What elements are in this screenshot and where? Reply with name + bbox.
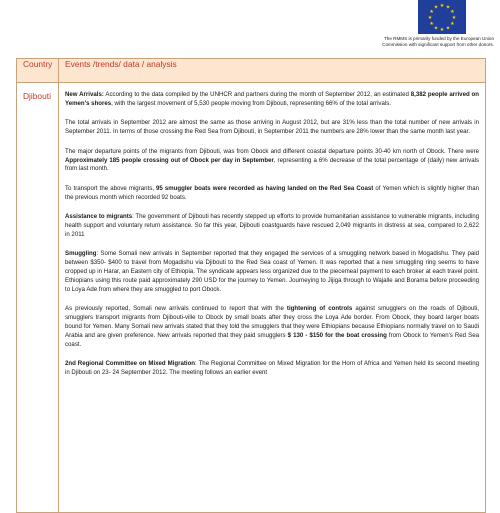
funding-line-1: The RMMS is primarily funded by the European Union [383,36,494,41]
svg-text:★: ★ [450,9,455,15]
highlight-text: 95 smuggler boats were recorded as having landed on the Red Sea Coast [156,184,374,192]
paragraph-new-arrivals [65,91,479,109]
text-span: , with the largest movement of 5,530 people moving from Djibouti, representing 66% of the total arrivals. [111,99,391,107]
section-lead: Assistance to migrants [65,213,133,221]
svg-text:★: ★ [433,25,439,32]
svg-text:★: ★ [445,25,451,32]
paragraph-assistance [65,213,479,240]
section-lead: 2nd Regional Committee on Mixed Migration [65,360,196,368]
svg-text:★: ★ [429,9,434,15]
text-span: According to the data compiled by the UNHCR and partners during the month of September 2012, an estimated [103,91,411,98]
country-cell: Djibouti [17,83,59,513]
highlight-text: tightening of controls [286,305,353,313]
events-column-header: Events /trends/ data / analysis [59,59,486,83]
svg-text:★: ★ [433,4,439,11]
svg-text:★: ★ [451,15,457,21]
paragraph-smuggler-boats [65,185,479,203]
svg-text:★: ★ [445,4,451,11]
section-lead: Smuggling [65,250,97,258]
paragraph-total-arrivals: The total arrivals in September 2012 are almost the same as those arriving in August 2012, but are 31% less than the total number of new arrivals in September 2011. In terms of those crossing the Red Sea from Djibouti, in September 2011 the numbers are 28% lower than the same month last year. [65,119,479,136]
text-span: To transport the above migrants, [65,184,157,192]
funding-line-2: Commission with significant support from other donors. [382,41,494,47]
country-column-header: Country [17,59,59,83]
text-span: against smugglers on the roads of Djibouti, smugglers transport migrants from Djibouti-ville to Obock by small boats after they cross the Loya Ade border. From Obock, they board larger boats bound for Yemen. Many Somali new arrivals stated that they told the smugglers that they were Ethiopians because Ethiopians normally travel on to Saudi Arabia and are given preference. New arrivals reported that they paid smugglers [65,305,479,340]
highlight-text: Approximately 185 people crossing out of Obock per day in September [65,156,274,164]
text-span: As previously reported, Somali new arrivals continued to report that with the [65,305,287,313]
paragraph-controls [65,305,479,350]
svg-text:★: ★ [439,3,445,9]
section-lead: New Arrivals: [65,91,104,98]
table-header-row [17,59,486,83]
text-span: from Obock to Yemen's Red Sea coast. [65,332,479,349]
table-row [17,83,486,513]
events-table [16,58,486,513]
text-span: : The Regional Committee on Mixed Migration for the Horn of Africa and Yemen held its second meeting in Djibouti on 23- 24 September 2012. The meeting follows an earlier event [65,360,480,377]
text-span: : Some Somali new arrivals in September reported that they engaged the services of a smuggling network based in Mogadishu. They paid between $350- $400 to travel from Mogadishu via Djibouti to the Red Sea coast of Yemen. It was reported that a new smuggling ring seems to have cropped up in Harar, an Eastern city of Ethiopia. The syndicate appears less organized due to the piecemeal payment to each broker at each travel point. Ethiopians using this route paid approximately 290 USD for the journey to Yemen. Journeying to Jijiga through to Wajalle and Borama before proceeding to Loya Ade from where they are smuggled to port Obock. [65,250,479,293]
eu-flag-icon [418,0,466,34]
paragraph-departure-points [65,148,479,175]
text-span: of Yemen which is slightly higher than the previous month which recorded 92 boats. [65,184,479,201]
paragraph-regional-committee [65,360,479,378]
svg-text:★: ★ [427,15,433,21]
highlight-text: 8,382 people arrived on Yemen's shores [65,91,479,107]
svg-text:★: ★ [439,27,445,33]
text-span: : The government of Djibouti has recently stepped up efforts to provide humanitarian assistance to vulnerable migrants, including health support and voluntary return assistance. So far this year, Djibouti coastguards have rescued 2,049 migrants in distress at sea, compared to 2,622 in 2011 [65,213,479,238]
paragraph-smuggling [65,250,479,295]
events-cell [59,83,486,513]
svg-text:★: ★ [429,21,434,27]
highlight-text: $ 130 - $150 for the boat crossing [287,332,387,340]
svg-text:★: ★ [450,21,455,27]
funding-statement [314,36,494,47]
text-span: , representing a 6% decrease of the total percentage of (daily) new arrivals from last month. [65,156,479,173]
text-span: The major departure points of the migrants from Djibouti, was from Obock and different coastal departure points 30-40 km north of Obock. There were [65,147,479,155]
